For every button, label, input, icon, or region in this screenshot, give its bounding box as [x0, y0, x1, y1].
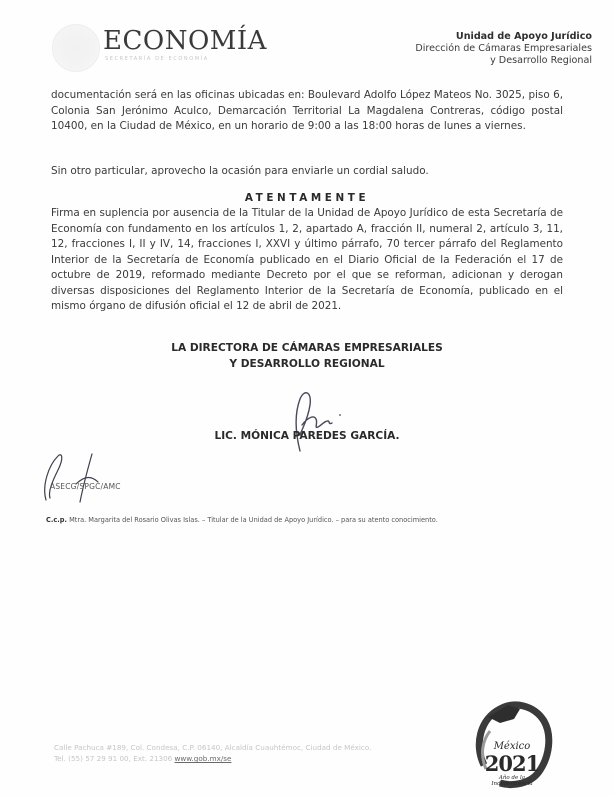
emblem-motto-line2: Independencia [491, 781, 533, 787]
signer-title [0, 340, 614, 372]
body-paragraph-legal-basis: Firma en suplencia por ausencia de la Titular de la Unidad de Apoyo Jurídico de esta Secretaría de Economía con fundamento en los artículos 1, 2, apartado A, fracción II, numeral 2, artículo 3, 11, 12, fracciones I, II y IV, 14, fracciones I, XXVI y último párrafo, 70 tercer párrafo del Reglamento Interior de la Secretaría de Economía publicado en el Diario Oficial de la Federación el 17 de octubre de 2019, reformado mediante Decreto por el que se reforman, adicionan y derogan diversas disposiciones del Reglamento Interior de la Secretaría de Economía, publicado en el mismo órgano de difusión oficial el 12 de abril de 2021. [51, 207, 563, 312]
national-seal-icon [52, 24, 100, 72]
footer-phone: Tel. (55) 57 29 91 00, Ext. 21306 [54, 754, 173, 763]
unit-title: Unidad de Apoyo Jurídico [455, 31, 592, 42]
website-link[interactable]: www.gob.mx/se [174, 754, 232, 763]
signer-title-line1: LA DIRECTORA DE CÁMARAS EMPRESARIALES [171, 342, 443, 354]
footer-contact [54, 753, 371, 764]
emblem-motto-line1: Año de la [498, 775, 526, 781]
ccp-label: C.c.p. [46, 516, 67, 524]
brand-subtitle: SECRETARÍA DE ECONOMÍA [105, 56, 209, 62]
signer-title-line2: Y DESARROLLO REGIONAL [229, 358, 385, 370]
footer-street: Calle Pachuca #189, Col. Condesa, C.P. 06140, Alcaldía Cuauhtémoc, Ciudad de México. [54, 743, 372, 752]
footer-address [54, 742, 371, 764]
emblem-motto [470, 775, 554, 787]
emblem-year: 2021 [484, 751, 540, 776]
initials-signature-icon [36, 452, 116, 504]
emblem-country: México [493, 741, 531, 752]
brand-name: ECONOMÍA [103, 26, 267, 56]
body-paragraph-greeting: Sin otro particular, aprovecho la ocasión para enviarle un cordial saludo. [51, 165, 429, 177]
unit-department: Dirección de Cámaras Empresariales [415, 43, 592, 54]
unit-department-cont: y Desarrollo Regional [490, 55, 592, 66]
issuing-unit [415, 31, 592, 67]
body-paragraph-address: documentación será en las oficinas ubicadas en: Boulevard Adolfo López Mateos No. 3025, piso 6, Colonia San Jerónimo Aculco, Demarcación Territorial La Magdalena Contreras, código postal 10400, en la Ciudad de México, en un horario de 9:00 a las 18:00 horas de lunes a viernes. [51, 89, 563, 132]
mexico-2021-emblem [470, 695, 554, 791]
signer-name: LIC. MÓNICA PAREDES GARCÍA. [214, 430, 400, 442]
handwritten-signature-icon [278, 385, 348, 455]
closing-heading: ATENTAMENTE [244, 192, 370, 204]
author-initials: ASECG/SPGC/AMC [50, 482, 121, 491]
ccp-text: Mtra. Margarita del Rosario Olivas Islas. – Titular de la Unidad de Apoyo Jurídico. – para su atento conocimiento. [69, 516, 438, 524]
carbon-copy-line [46, 516, 438, 524]
